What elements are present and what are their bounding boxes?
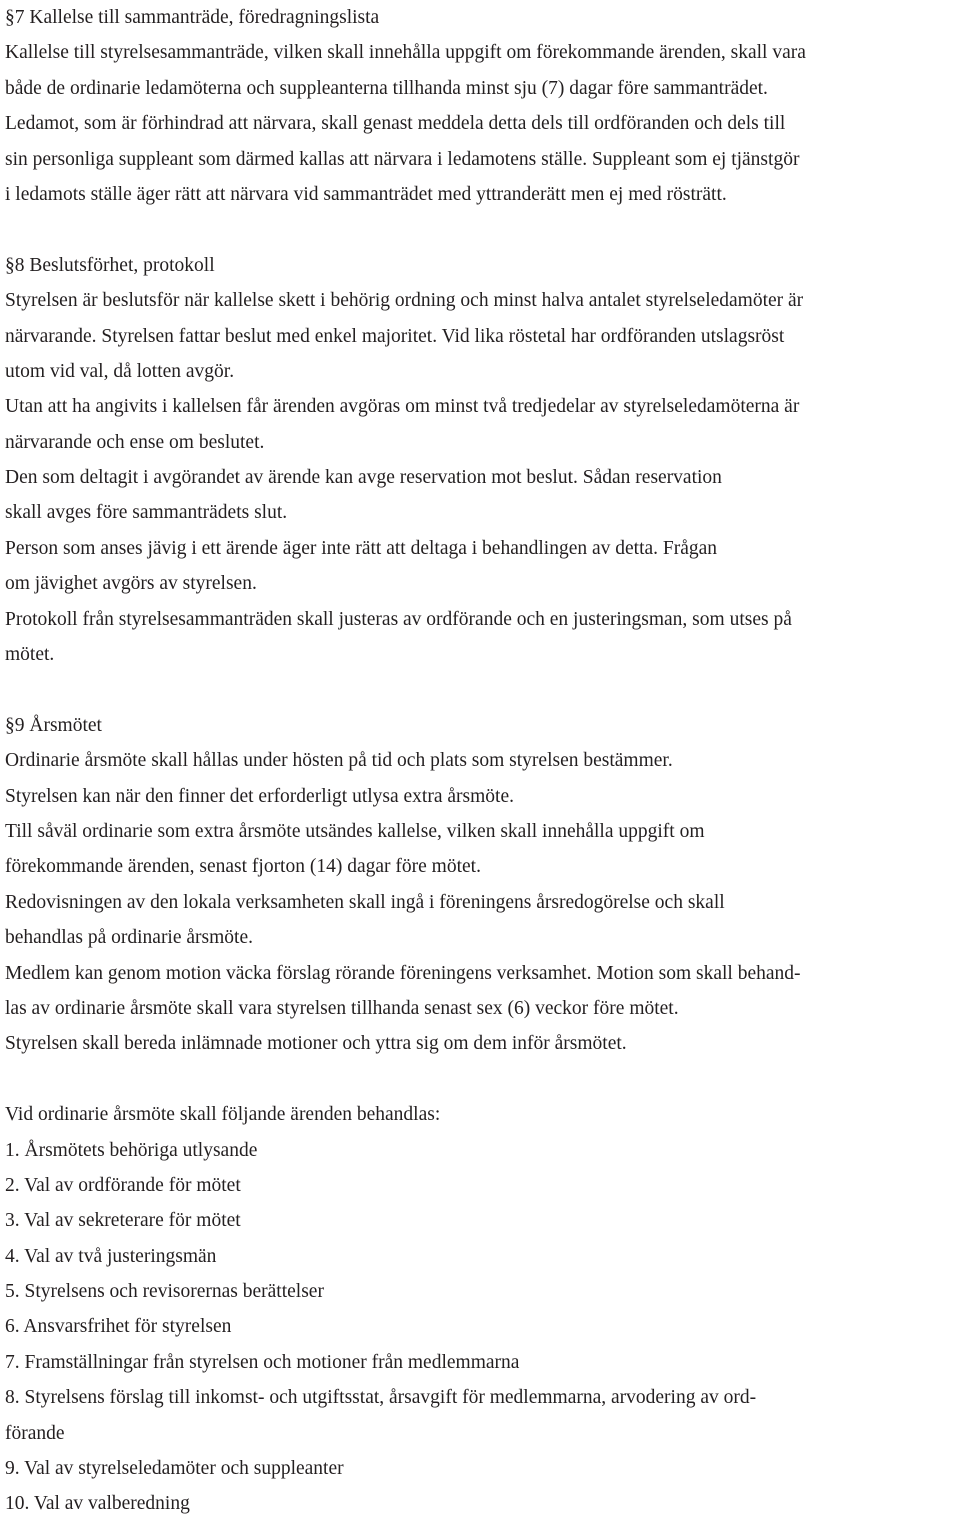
paragraph-line: Den som deltagit i avgörandet av ärende kan avge reservation mot beslut. Sådan reservation: [5, 467, 722, 489]
paragraph-line: mötet.: [5, 644, 55, 666]
section-heading: §8 Beslutsförhet, protokoll: [5, 254, 215, 276]
paragraph-line: närvarande och ense om beslutet.: [5, 431, 265, 453]
list-item: 6. Ansvarsfrihet för styrelsen: [5, 1316, 232, 1338]
agenda-list: [5, 1097, 960, 1522]
paragraph-line: i ledamots ställe äger rätt att närvara vid sammanträdet med yttranderätt men ej med rösträtt.: [5, 183, 727, 205]
paragraph-line: Styrelsen skall bereda inlämnade motioner och yttra sig om dem inför årsmötet.: [5, 1033, 627, 1055]
paragraph-line: Person som anses jävig i ett ärende äger inte rätt att deltaga i behandlingen av detta. Frågan: [5, 537, 718, 559]
section-heading: §9 Årsmötet: [5, 714, 102, 736]
paragraph-line: utom vid val, då lotten avgör.: [5, 360, 235, 382]
section-9: [5, 708, 960, 1062]
list-item: förande: [5, 1422, 65, 1444]
list-intro: Vid ordinarie årsmöte skall följande ärenden behandlas:: [5, 1104, 441, 1126]
list-item: 8. Styrelsens förslag till inkomst- och utgiftsstat, årsavgift för medlemmarna, arvodering av ord-: [5, 1387, 757, 1409]
list-item: 9. Val av styrelseledamöter och suppleanter: [5, 1458, 344, 1480]
paragraph-line: sin personliga suppleant som därmed kallas att närvara i ledamotens ställe. Suppleant som ej tjänstgör: [5, 148, 800, 170]
section-7: [5, 0, 960, 212]
paragraph-line: Redovisningen av den lokala verksamheten skall ingå i föreningens årsredogörelse och skall: [5, 891, 725, 913]
list-item: 4. Val av två justeringsmän: [5, 1245, 217, 1267]
section-heading: §7 Kallelse till sammanträde, föredragningslista: [5, 7, 380, 28]
section-spacer: [5, 672, 960, 707]
paragraph-line: Ordinarie årsmöte skall hållas under hösten på tid och plats som styrelsen bestämmer.: [5, 750, 673, 772]
paragraph-line: Utan att ha angivits i kallelsen får ärenden avgöras om minst två tredjedelar av styrelseledamöterna är: [5, 396, 800, 418]
paragraph-line: Styrelsen är beslutsför när kallelse skett i behörig ordning och minst halva antalet styrelseledamöter är: [5, 290, 804, 312]
paragraph-line: Protokoll från styrelsesammanträden skall justeras av ordförande och en justeringsman, som utses på: [5, 608, 792, 630]
paragraph-line: närvarande. Styrelsen fattar beslut med enkel majoritet. Vid lika röstetal har ordföranden utslagsröst: [5, 325, 785, 347]
paragraph-line: Medlem kan genom motion väcka förslag rörande föreningens verksamhet. Motion som skall behand-: [5, 962, 801, 984]
paragraph-line: skall avges före sammanträdets slut.: [5, 502, 288, 524]
paragraph-line: om jävighet avgörs av styrelsen.: [5, 573, 257, 595]
paragraph-line: både de ordinarie ledamöterna och suppleanterna tillhanda minst sju (7) dagar före sammanträdet.: [5, 77, 768, 99]
document-page: [5, 0, 960, 1522]
section-8: [5, 248, 960, 673]
section-spacer: [5, 212, 960, 247]
list-item: 5. Styrelsens och revisorernas berättelser: [5, 1281, 324, 1303]
paragraph-line: förekommande ärenden, senast fjorton (14) dagar före mötet.: [5, 856, 481, 878]
list-item: 3. Val av sekreterare för mötet: [5, 1210, 241, 1232]
paragraph-line: Styrelsen kan när den finner det erforderligt utlysa extra årsmöte.: [5, 785, 514, 807]
list-item: 10. Val av valberedning: [5, 1493, 190, 1515]
list-item: 7. Framställningar från styrelsen och motioner från medlemmarna: [5, 1351, 520, 1373]
paragraph-line: Kallelse till styrelsesammanträde, vilken skall innehålla uppgift om förekommande ärenden, skall vara: [5, 42, 806, 64]
list-item: 2. Val av ordförande för mötet: [5, 1174, 241, 1196]
paragraph-line: las av ordinarie årsmöte skall vara styrelsen tillhanda senast sex (6) veckor före mötet.: [5, 997, 679, 1019]
paragraph-line: Till såväl ordinarie som extra årsmöte utsändes kallelse, vilken skall innehålla uppgift om: [5, 820, 705, 842]
list-item: 1. Årsmötets behöriga utlysande: [5, 1139, 258, 1161]
paragraph-line: behandlas på ordinarie årsmöte.: [5, 927, 253, 949]
paragraph-line: Ledamot, som är förhindrad att närvara, skall genast meddela detta dels till ordföranden och dels till: [5, 113, 786, 135]
section-spacer: [5, 1062, 960, 1097]
